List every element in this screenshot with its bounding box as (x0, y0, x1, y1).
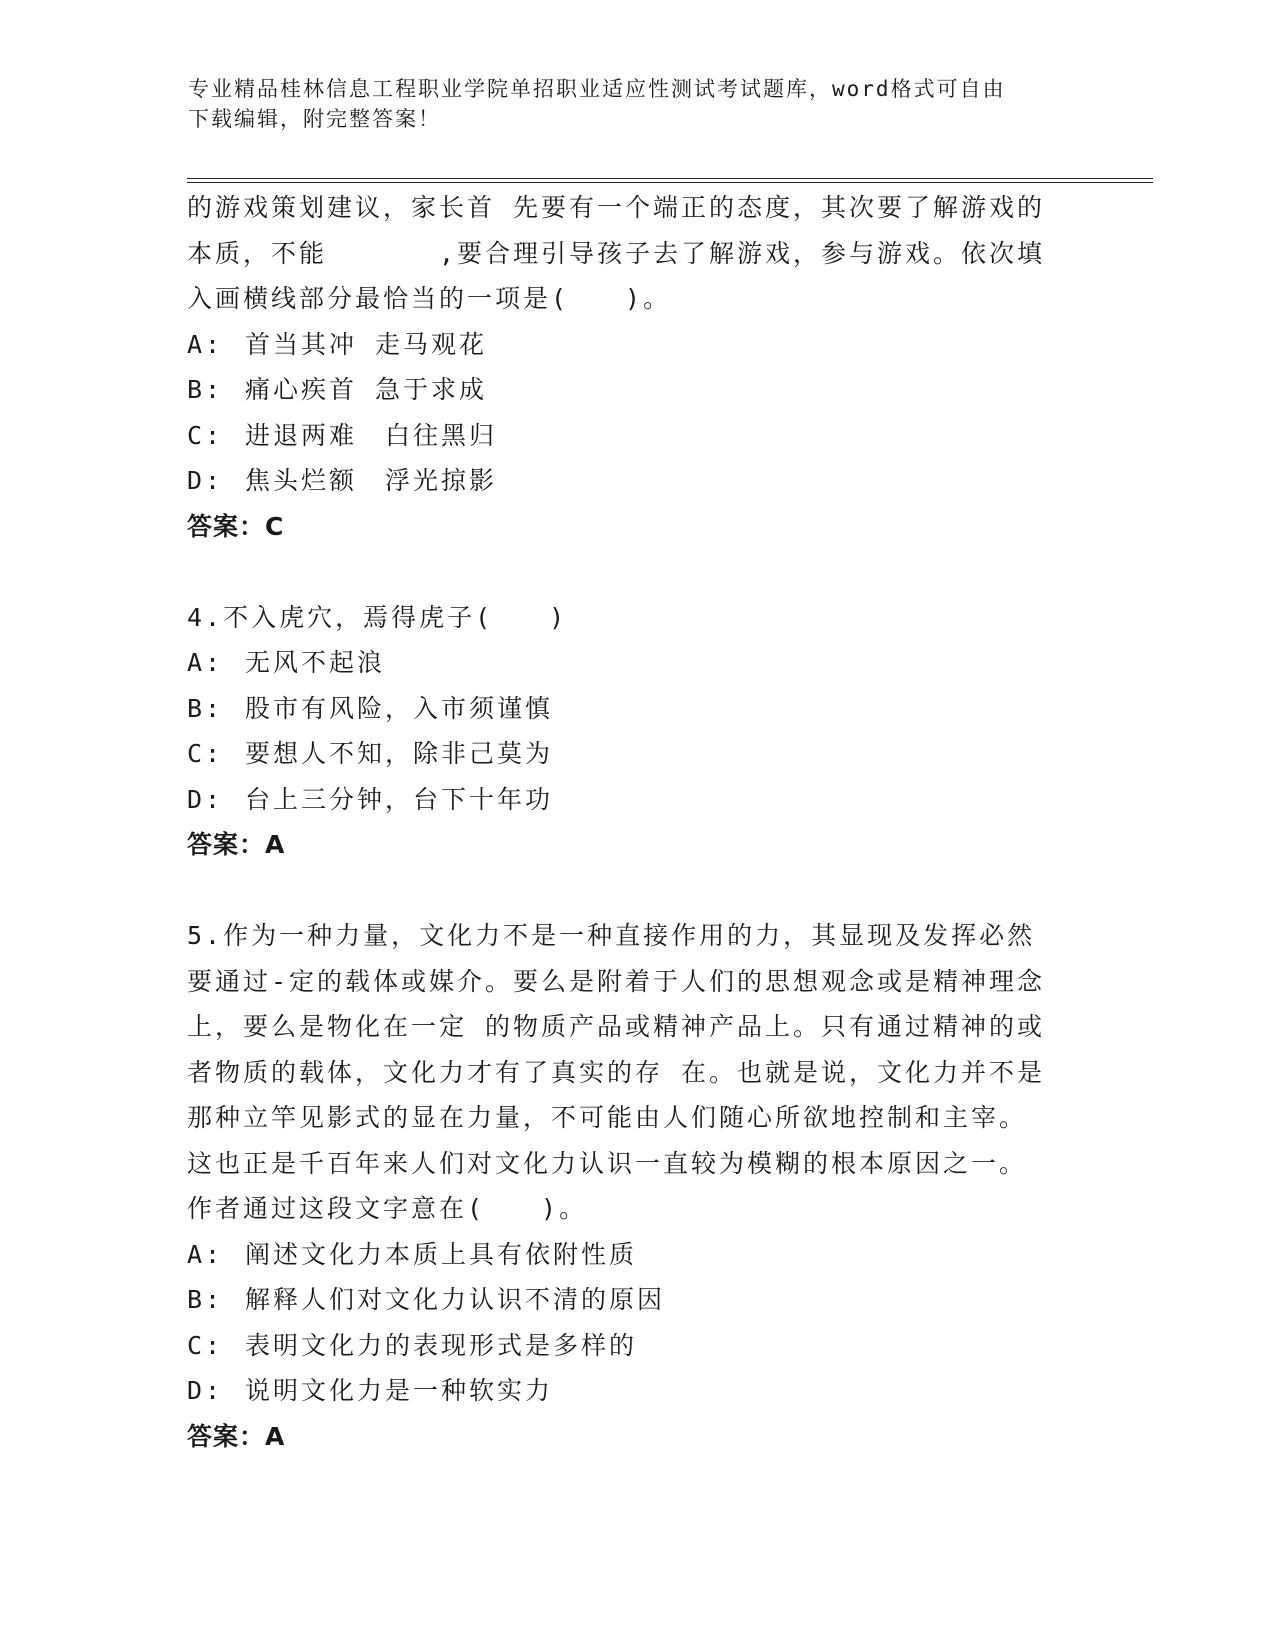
question-5 (187, 913, 1087, 1459)
option-letter: C: (187, 420, 224, 450)
option-text: 阐述文化力本质上具有依附性质 (245, 1239, 638, 1269)
question-5-line: 作者通过这段文字意在( )。 (187, 1194, 588, 1223)
question-3-option-c (187, 413, 1087, 459)
question-3-line: 本质，不能 ,要合理引导孩子去了解游戏，参与游戏。依次填 (187, 238, 1046, 268)
question-3-option-a (187, 322, 1087, 368)
option-text: 无风不起浪 (245, 648, 386, 677)
question-5-option-b (187, 1277, 1087, 1323)
document-header (188, 74, 1068, 134)
question-5-option-c (187, 1323, 1087, 1369)
option-letter: B: (187, 375, 224, 404)
question-5-line: 这也正是千百年来人们对文化力认识一直较为模糊的根本原因之一。 (187, 1148, 1028, 1178)
question-4-option-b (187, 686, 1087, 732)
question-3-option-b (187, 367, 1087, 413)
question-5-answer: 答案：A (187, 1421, 286, 1451)
question-4-answer: 答案：A (187, 830, 286, 859)
question-5-line: 那种立竿见影式的显在力量，不可能由人们随心所欲地控制和主宰。 (187, 1103, 1028, 1132)
option-text: 痛心疾首 急于求成 (245, 375, 488, 404)
option-text: 解释人们对文化力认识不清的原因 (245, 1285, 666, 1314)
question-5-line: 上，要么是物化在一定 的物质产品或精神产品上。只有通过精神的或 (187, 1012, 1046, 1041)
question-4-stem: 4.不入虎穴，焉得虎子( ) (187, 602, 568, 632)
question-3 (187, 185, 1087, 549)
question-3-answer: 答案：C (187, 511, 285, 541)
question-4-option-a (187, 640, 1087, 686)
option-letter: B: (187, 1285, 224, 1314)
option-letter: D: (187, 466, 224, 495)
header-divider-bottom (187, 182, 1153, 183)
option-letter: C: (187, 739, 224, 768)
option-letter: C: (187, 1330, 224, 1360)
question-5-option-a (187, 1232, 1087, 1278)
question-4 (187, 595, 1087, 868)
question-5-line: 5.作为一种力量，文化力不是一种直接作用的力，其显现及发挥必然 (187, 921, 1036, 950)
question-5-option-d (187, 1368, 1087, 1414)
option-text: 进退两难 白往黑归 (245, 420, 498, 450)
question-5-line: 要通过-定的载体或媒介。要么是附着于人们的思想观念或是精神理念 (187, 966, 1046, 996)
document-body (187, 185, 1087, 1459)
option-text: 表明文化力的表现形式是多样的 (245, 1330, 638, 1360)
option-text: 焦头烂额 浮光掠影 (245, 466, 498, 495)
spacer (187, 549, 1087, 595)
question-5-line: 者物质的载体，文化力才有了真实的存 在。也就是说，文化力并不是 (187, 1057, 1046, 1087)
header-line-1: 专业精品桂林信息工程职业学院单招职业适应性测试考试题库，word格式可自由 (188, 77, 1006, 101)
spacer (187, 868, 1087, 914)
option-letter: A: (187, 648, 224, 677)
question-3-line: 的游戏策划建议，家长首 先要有一个端正的态度，其次要了解游戏的 (187, 193, 1046, 222)
question-4-option-d (187, 777, 1087, 823)
option-text: 台上三分钟，台下十年功 (245, 784, 554, 814)
option-text: 要想人不知，除非己莫为 (245, 739, 554, 768)
question-3-option-d (187, 458, 1087, 504)
question-4-option-c (187, 731, 1087, 777)
option-letter: D: (187, 784, 224, 814)
option-text: 股市有风险，入市须谨慎 (245, 693, 554, 723)
option-letter: B: (187, 693, 224, 723)
option-letter: D: (187, 1376, 224, 1405)
option-letter: A: (187, 1239, 224, 1269)
header-line-2: 下载编辑，附完整答案！ (188, 107, 441, 131)
question-3-line: 入画横线部分最恰当的一项是( )。 (187, 284, 672, 313)
header-divider-top (187, 178, 1153, 179)
option-letter: A: (187, 329, 224, 359)
option-text: 说明文化力是一种软实力 (245, 1376, 554, 1405)
option-text: 首当其冲 走马观花 (245, 329, 488, 359)
